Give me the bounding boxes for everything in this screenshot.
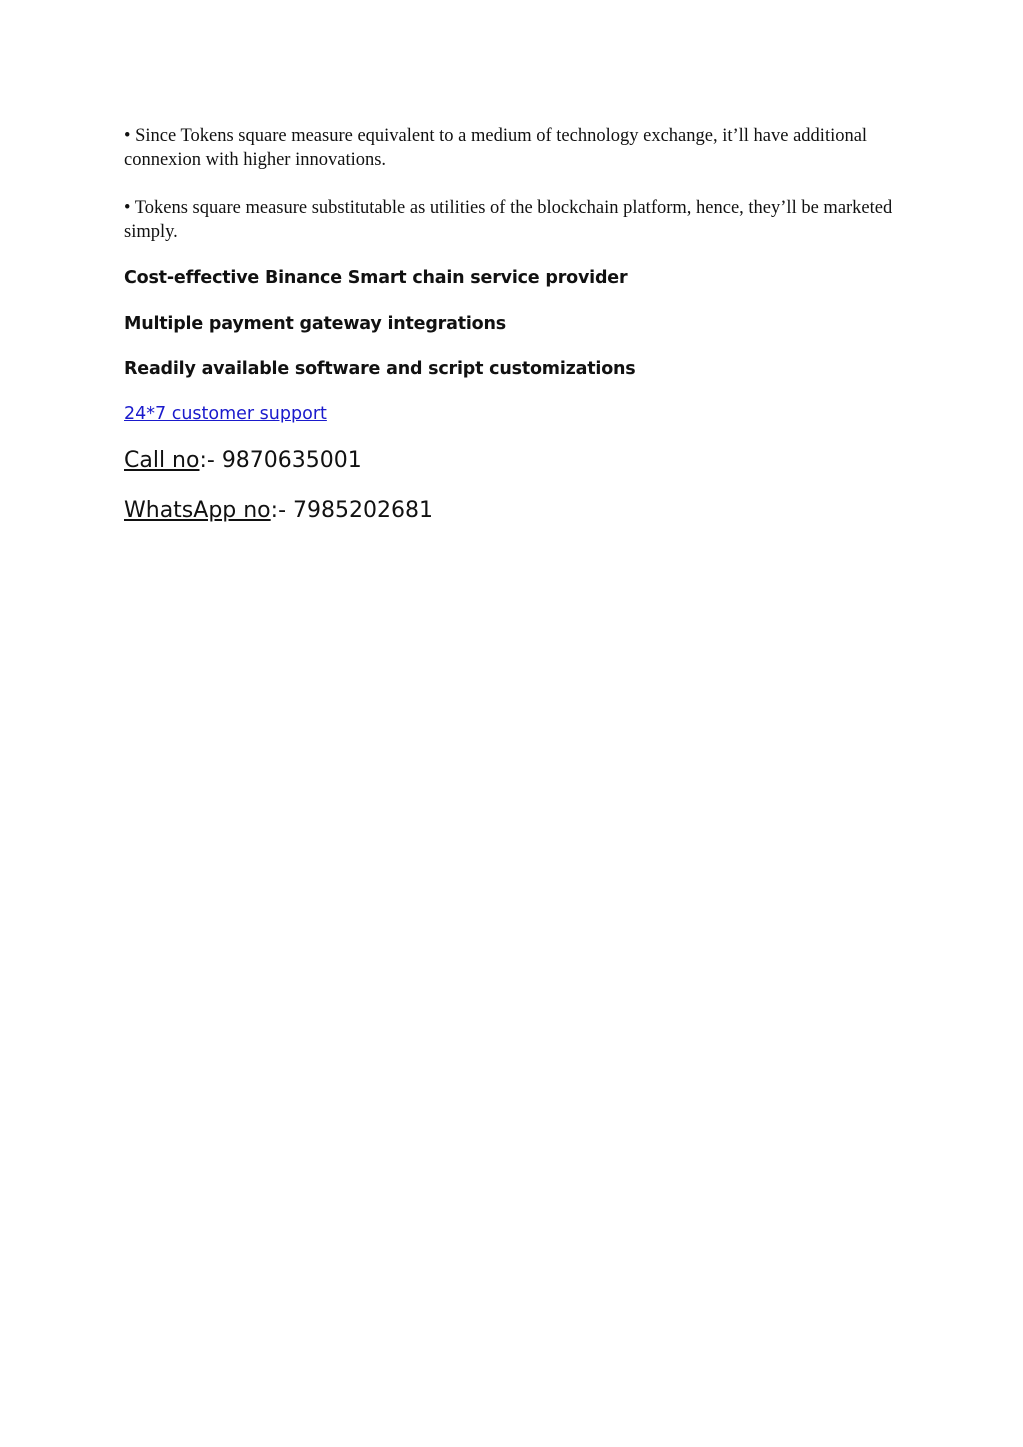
bullet-point-token-exchange: • Since Tokens square measure equivalent to a medium of technology exchange, it’ll have additional connexion with higher innovations. bbox=[124, 126, 868, 170]
call-number-value: :- 9870635001 bbox=[199, 448, 362, 473]
customer-support-link[interactable]: 24*7 customer support bbox=[124, 404, 327, 424]
call-number-label[interactable]: Call no bbox=[124, 448, 200, 473]
heading-software-customizations: Readily available software and script customizations bbox=[124, 359, 636, 379]
heading-cost-effective-provider: Cost-effective Binance Smart chain service provider bbox=[124, 268, 628, 288]
whatsapp-number-line bbox=[124, 496, 433, 526]
call-number-line bbox=[124, 446, 362, 476]
whatsapp-number-value: :- 7985202681 bbox=[270, 498, 433, 523]
heading-payment-gateway: Multiple payment gateway integrations bbox=[124, 314, 506, 334]
bullet-point-token-utilities: • Tokens square measure substitutable as utilities of the blockchain platform, hence, they’ll be marketed simply. bbox=[124, 198, 893, 242]
whatsapp-number-label[interactable]: WhatsApp no bbox=[124, 498, 271, 523]
